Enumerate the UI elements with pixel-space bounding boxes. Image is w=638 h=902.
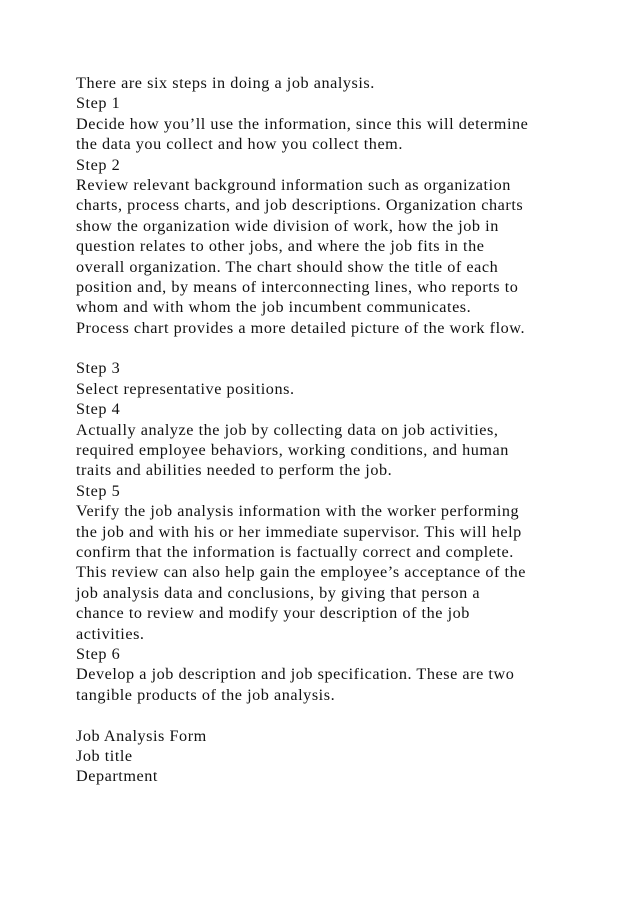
step-5-text-line: This review can also help gain the employee’s acceptance of the bbox=[76, 563, 526, 582]
step-1-text-line: the data you collect and how you collect them. bbox=[76, 135, 403, 154]
step-2-heading: Step 2 bbox=[76, 155, 121, 174]
step-3-heading: Step 3 bbox=[76, 359, 121, 378]
step-2-text-line: charts, process charts, and job descriptions. Organization charts bbox=[76, 196, 524, 215]
step-2-text-line: Review relevant background information such as organization bbox=[76, 175, 511, 194]
step-5-text-line: job analysis data and conclusions, by giving that person a bbox=[76, 583, 481, 602]
step-5-text-line: chance to review and modify your description of the job bbox=[76, 604, 470, 623]
step-4-text-line: traits and abilities needed to perform the job. bbox=[76, 461, 393, 480]
step-5-text-line: Verify the job analysis information with the worker performing bbox=[76, 502, 520, 521]
step-5-text-line: confirm that the information is factually correct and complete. bbox=[76, 542, 514, 561]
step-2-text-line: Process chart provides a more detailed picture of the work flow. bbox=[76, 318, 526, 337]
step-2-text-line: show the organization wide division of work, how the job in bbox=[76, 216, 499, 235]
intro-text: There are six steps in doing a job analysis. bbox=[76, 74, 375, 92]
form-field-job-title: Job title bbox=[76, 746, 133, 765]
step-1-heading: Step 1 bbox=[76, 94, 121, 113]
step-5-text-line: activities. bbox=[76, 624, 145, 643]
step-6-text-line: Develop a job description and job specification. These are two bbox=[76, 665, 515, 684]
document-body bbox=[76, 73, 616, 787]
step-6-text-line: tangible products of the job analysis. bbox=[76, 685, 336, 704]
step-5-text-line: the job and with his or her immediate supervisor. This will help bbox=[76, 522, 522, 541]
paragraph-spacer bbox=[76, 338, 616, 358]
step-5-heading: Step 5 bbox=[76, 481, 121, 500]
form-field-department: Department bbox=[76, 767, 158, 786]
step-4-heading: Step 4 bbox=[76, 400, 121, 419]
form-title: Job Analysis Form bbox=[76, 726, 207, 745]
step-2-text-line: overall organization. The chart should show the title of each bbox=[76, 257, 499, 276]
step-1-text-line: Decide how you’ll use the information, since this will determine bbox=[76, 114, 529, 133]
step-2-text-line: position and, by means of interconnecting lines, who reports to bbox=[76, 277, 519, 296]
step-6-heading: Step 6 bbox=[76, 644, 121, 663]
step-4-text-line: Actually analyze the job by collecting data on job activities, bbox=[76, 420, 499, 439]
paragraph-spacer bbox=[76, 705, 616, 725]
step-4-text-line: required employee behaviors, working conditions, and human bbox=[76, 441, 509, 460]
step-2-text-line: question relates to other jobs, and where the job fits in the bbox=[76, 237, 485, 256]
step-3-text-line: Select representative positions. bbox=[76, 379, 295, 398]
step-2-text-line: whom and with whom the job incumbent communicates. bbox=[76, 298, 472, 317]
